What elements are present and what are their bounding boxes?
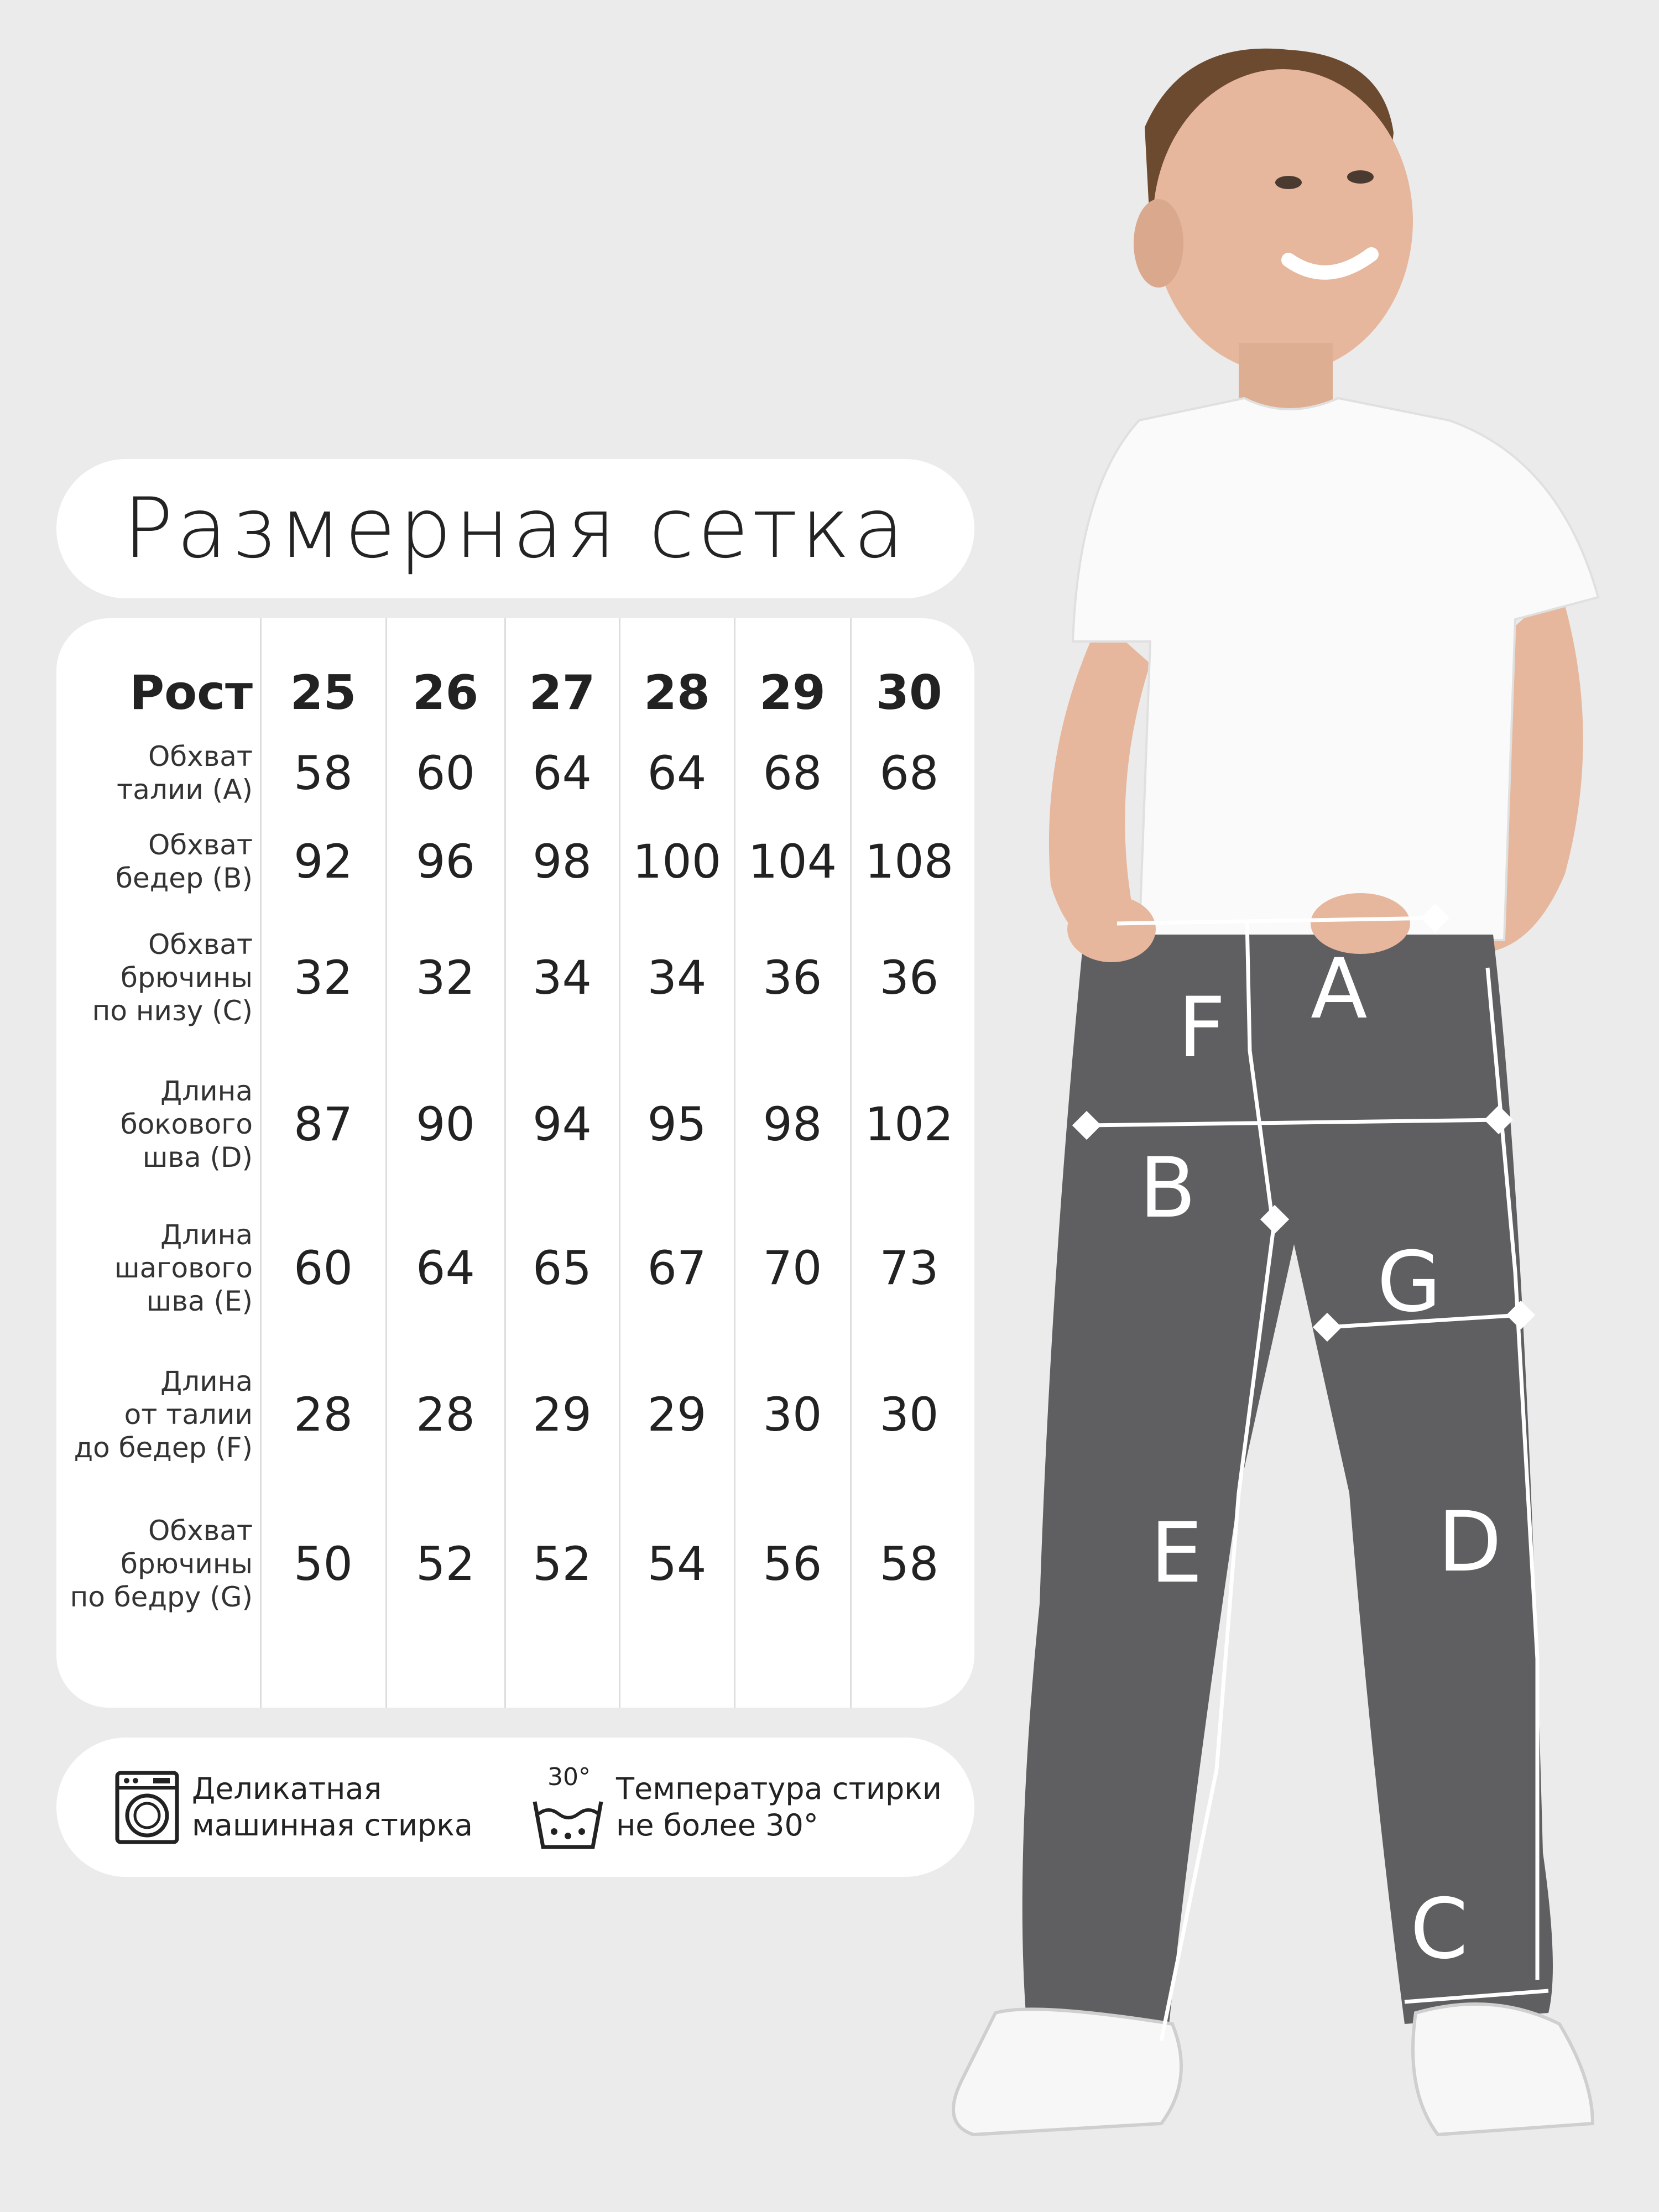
head <box>1153 69 1413 373</box>
size-header: 26 <box>412 665 479 721</box>
size-header: 30 <box>876 665 942 721</box>
eye-left <box>1275 176 1302 189</box>
row-label-rise: Длина от талии до бедер (F) <box>74 1365 253 1464</box>
table-cell: 32 <box>416 951 475 1005</box>
wash-30-icon <box>532 1763 604 1851</box>
header-label-height: Рост <box>129 665 253 721</box>
table-cell: 32 <box>294 951 353 1005</box>
table-cell: 58 <box>879 1537 939 1591</box>
row-label-side-seam: Длина бокового шва (D) <box>120 1075 253 1173</box>
jeans <box>1022 935 1553 2046</box>
title-panel <box>56 459 974 598</box>
table-cell: 96 <box>416 834 475 889</box>
table-cell: 70 <box>763 1241 822 1295</box>
care-text-delicate-wash: Деликатная машинная стирка <box>192 1771 473 1843</box>
table-cell: 28 <box>416 1387 475 1442</box>
table-cell: 90 <box>416 1097 475 1151</box>
table-cell: 60 <box>294 1241 353 1295</box>
table-cell: 52 <box>416 1537 475 1591</box>
table-cell: 30 <box>879 1387 939 1442</box>
figure-letter-c: C <box>1410 1881 1468 1978</box>
table-cell: 34 <box>533 951 592 1005</box>
shoe-left <box>953 2009 1181 2135</box>
washing-machine-icon <box>114 1770 180 1845</box>
care-item-delicate-wash <box>114 1738 473 1877</box>
table-cell: 58 <box>294 746 353 800</box>
table-cell: 30 <box>763 1387 822 1442</box>
table-cell: 102 <box>864 1097 954 1151</box>
size-header: 27 <box>529 665 596 721</box>
table-cell: 50 <box>294 1537 353 1591</box>
figure-letter-g: G <box>1377 1234 1442 1331</box>
row-label-hips: Обхват бедер (B) <box>116 829 253 894</box>
figure-letter-d: D <box>1438 1494 1502 1590</box>
care-panel <box>56 1738 974 1877</box>
table-cell: 65 <box>533 1241 592 1295</box>
row-label-leg-opening: Обхват брючины по низу (C) <box>92 928 253 1027</box>
table-cell: 108 <box>864 834 954 889</box>
care-item-wash-temperature <box>532 1738 942 1877</box>
shoe-right <box>1413 2004 1593 2135</box>
table-cell: 64 <box>647 746 707 800</box>
size-header: 25 <box>290 665 357 721</box>
table-cell: 100 <box>632 834 722 889</box>
table-cell: 98 <box>533 834 592 889</box>
table-cell: 73 <box>879 1241 939 1295</box>
table-cell: 87 <box>294 1097 353 1151</box>
table-cell: 56 <box>763 1537 822 1591</box>
table-cell: 95 <box>647 1097 707 1151</box>
ear <box>1134 199 1183 288</box>
size-header: 28 <box>644 665 710 721</box>
table-cell: 60 <box>416 746 475 800</box>
table-cell: 64 <box>533 746 592 800</box>
care-text-wash-temperature: Температура стирки не более 30° <box>616 1771 942 1843</box>
table-cell: 36 <box>879 951 939 1005</box>
eye-right <box>1347 170 1374 184</box>
table-cell: 104 <box>748 834 837 889</box>
table-cell: 68 <box>763 746 822 800</box>
wash-tub-icon <box>532 1792 604 1853</box>
table-cell: 68 <box>879 746 939 800</box>
size-table <box>56 618 974 1708</box>
table-cell: 29 <box>647 1387 707 1442</box>
table-cell: 28 <box>294 1387 353 1442</box>
table-cell: 64 <box>416 1241 475 1295</box>
figure-letter-a: A <box>1311 941 1368 1037</box>
table-cell: 52 <box>533 1537 592 1591</box>
figure-letter-b: B <box>1139 1140 1196 1237</box>
table-cell: 34 <box>647 951 707 1005</box>
table-cell: 92 <box>294 834 353 889</box>
table-cell: 54 <box>647 1537 707 1591</box>
figure-letter-f: F <box>1178 980 1226 1076</box>
table-cell: 94 <box>533 1097 592 1151</box>
table-cell: 67 <box>647 1241 707 1295</box>
wash-temperature-badge: 30° <box>547 1763 591 1791</box>
size-header: 29 <box>759 665 826 721</box>
row-label-thigh: Обхват брючины по бедру (G) <box>70 1515 253 1613</box>
row-label-waist: Обхват талии (A) <box>117 740 253 806</box>
hand-left <box>1067 896 1156 962</box>
page-title: Размерная сетка <box>123 481 908 577</box>
figure-letter-e: E <box>1150 1505 1203 1601</box>
row-label-inseam: Длина шагового шва (E) <box>114 1219 253 1317</box>
table-cell: 98 <box>763 1097 822 1151</box>
table-cell: 29 <box>533 1387 592 1442</box>
table-cell: 36 <box>763 951 822 1005</box>
